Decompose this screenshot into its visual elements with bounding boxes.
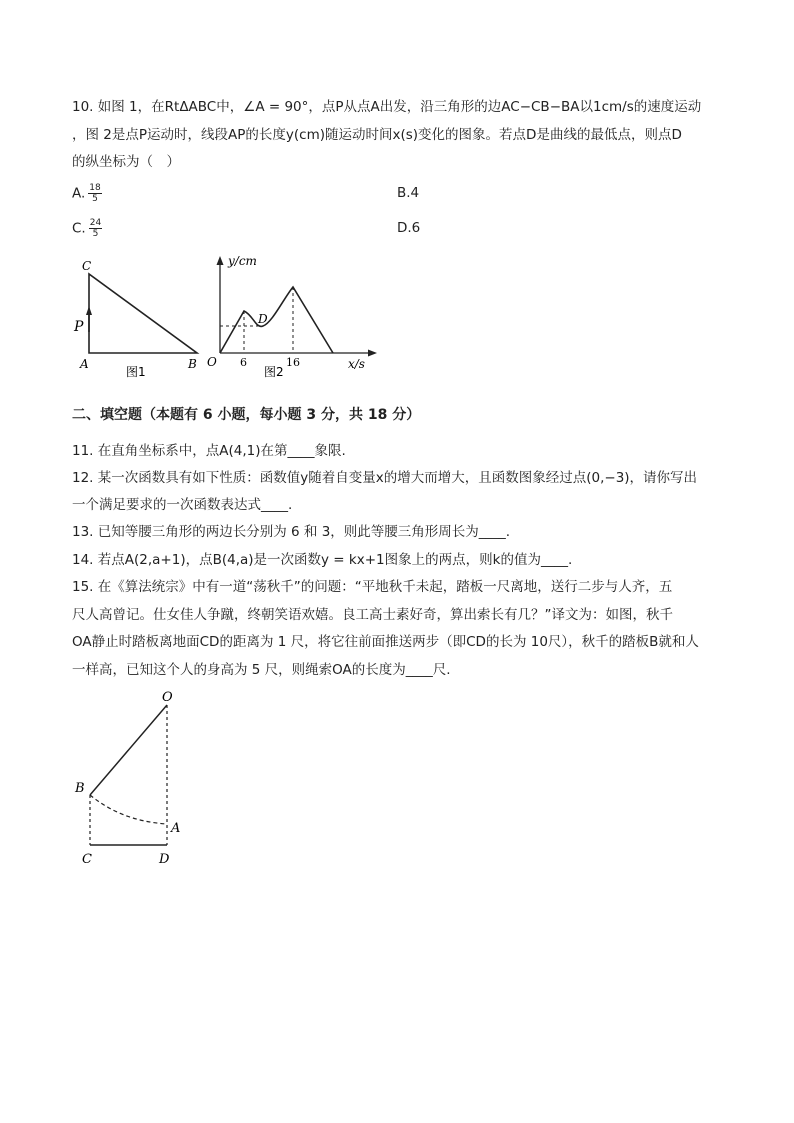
- vertex-b-label: B: [188, 357, 197, 371]
- swing-arc: [90, 795, 167, 824]
- option-a-fraction: [88, 183, 101, 204]
- q10-option-c: [72, 218, 102, 239]
- y-axis-label: y/cm: [228, 254, 257, 268]
- tick-16-label: 16: [286, 356, 300, 369]
- vertex-c-label: C: [82, 259, 92, 273]
- q12-line-1: 12. 某一次函数具有如下性质：函数值y随着自变量x的增大而增大，且函数图象经过点(0,−3)，请你写出: [72, 470, 698, 486]
- point-d-label: D: [258, 312, 268, 326]
- x-axis-arrow: [368, 350, 377, 357]
- q10-line-2: ，图 2是点P运动时，线段AP的长度y(cm)随运动时间x(s)变化的图象。若点D是曲线的最低点，则点D: [72, 127, 682, 143]
- q15-line-1: 15. 在《算法统宗》中有一道“荡秋千”的问题：“平地秋千未起，踏板一尺离地，送行二步与人齐，五: [72, 579, 673, 595]
- y-axis-arrow: [217, 256, 224, 265]
- option-c-numerator: 24: [89, 218, 102, 228]
- point-o-label: O: [162, 690, 173, 705]
- point-d-label: D: [159, 852, 170, 867]
- q10-line-1: 10. 如图 1，在RtΔABC中，∠A = 90°，点P从点A出发，沿三角形的边AC−CB−BA以1cm/s的速度运动: [72, 99, 702, 115]
- point-a-label: A: [171, 821, 181, 836]
- vertex-a-label: A: [80, 357, 89, 371]
- figure-2-graph: [200, 250, 385, 382]
- option-a-denominator: 5: [92, 194, 98, 204]
- option-a-label: A.: [72, 185, 86, 202]
- option-a-numerator: 18: [89, 183, 101, 193]
- q12-line-2: 一个满足要求的一次函数表达式____.: [72, 497, 293, 513]
- point-b-label: B: [75, 781, 85, 796]
- figure-3-swing: [72, 685, 192, 870]
- motion-arrow-head: [86, 306, 92, 315]
- q11-text: 11. 在直角坐标系中，点A(4,1)在第____象限.: [72, 443, 346, 459]
- q15-line-3: OA静止时踏板离地面CD的距离为 1 尺，将它往前面推送两步（即CD的长为 10尺），秋千的踏板B就和人: [72, 634, 699, 650]
- triangle-abc: [89, 274, 197, 353]
- q13-text: 13. 已知等腰三角形的两边长分别为 6 和 3，则此等腰三角形周长为____.: [72, 524, 511, 540]
- point-c-label: C: [82, 852, 92, 867]
- point-p-label: P: [74, 319, 84, 335]
- tick-6-label: 6: [240, 356, 247, 369]
- x-axis-label: x/s: [348, 357, 365, 371]
- q15-line-4: 一样高，已知这个人的身高为 5 尺，则绳索OA的长度为____尺.: [72, 662, 451, 678]
- section-2-heading: 二、填空题（本题有 6 小题，每小题 3 分，共 18 分）: [72, 407, 421, 423]
- origin-label: O: [207, 355, 217, 369]
- q10-line-3: 的纵坐标为（ ）: [72, 154, 180, 170]
- q10-option-a: [72, 183, 102, 204]
- figure-2-caption: 图2: [264, 365, 284, 379]
- option-c-label: C.: [72, 220, 86, 237]
- option-c-fraction: [89, 218, 102, 239]
- curve-y-of-x: [220, 287, 333, 353]
- rope-ob: [90, 705, 167, 795]
- q10-option-d: D.6: [397, 220, 421, 236]
- figure-1-caption: 图1: [126, 365, 146, 379]
- option-c-denominator: 5: [92, 229, 99, 239]
- q15-line-2: 尺人高曾记。仕女佳人争蹴，终朝笑语欢嬉。良工高士素好奇，算出索长有几？”译文为：如图，秋千: [72, 607, 673, 623]
- q10-option-b: B.4: [397, 185, 420, 201]
- figure-1-triangle: [72, 252, 212, 382]
- q14-text: 14. 若点A(2,a+1)，点B(4,a)是一次函数y = kx+1图象上的两点，则k的值为____.: [72, 552, 573, 568]
